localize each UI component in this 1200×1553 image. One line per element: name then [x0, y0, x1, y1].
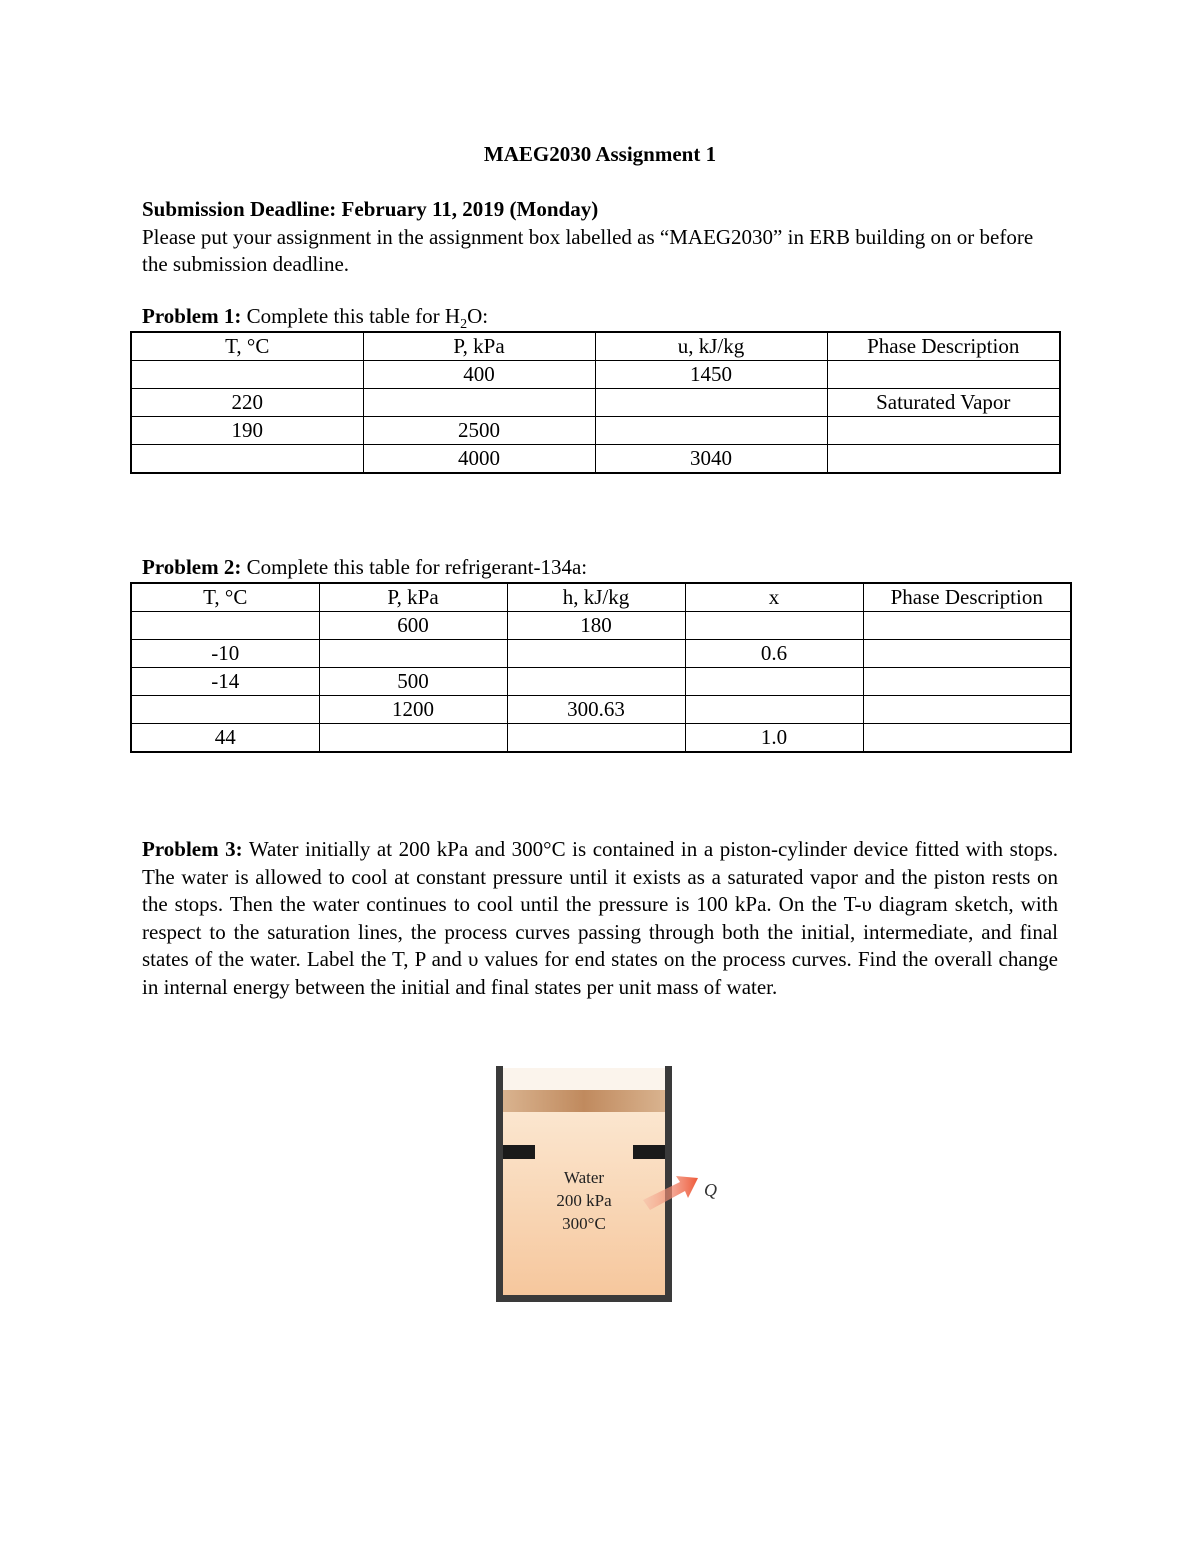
header-cell: u, kJ/kg	[595, 332, 827, 361]
table-cell[interactable]	[507, 640, 685, 668]
table-cell[interactable]: 600	[319, 612, 507, 640]
header-cell: x	[685, 583, 863, 612]
table-cell[interactable]	[595, 389, 827, 417]
table-cell[interactable]: 1.0	[685, 724, 863, 753]
table-row	[131, 612, 1071, 640]
table-cell[interactable]	[863, 640, 1071, 668]
problem2-text: Complete this table for refrigerant-134a:	[241, 555, 588, 579]
table-cell[interactable]	[863, 612, 1071, 640]
table-cell[interactable]: 3040	[595, 445, 827, 474]
table-row	[131, 668, 1071, 696]
table-cell[interactable]	[507, 724, 685, 753]
header-cell: Phase Description	[827, 332, 1060, 361]
piston-cylinder-figure	[480, 1060, 740, 1310]
table-cell[interactable]	[863, 668, 1071, 696]
header-cell: Phase Description	[863, 583, 1071, 612]
header-cell: P, kPa	[319, 583, 507, 612]
table-cell[interactable]: 220	[131, 389, 363, 417]
heat-label: Q	[704, 1180, 717, 1200]
table-cell[interactable]	[363, 389, 595, 417]
table-cell[interactable]: 4000	[363, 445, 595, 474]
table-cell[interactable]: 1200	[319, 696, 507, 724]
cylinder-wall-right	[665, 1066, 672, 1302]
table-cell[interactable]	[685, 612, 863, 640]
table-cell[interactable]: -10	[131, 640, 319, 668]
table-cell[interactable]	[319, 640, 507, 668]
table-cell[interactable]	[507, 668, 685, 696]
problem3-paragraph	[142, 836, 1058, 1002]
stop-right	[633, 1145, 665, 1159]
header-cell: T, °C	[131, 332, 363, 361]
table-cell[interactable]	[827, 417, 1060, 445]
table-cell[interactable]	[827, 361, 1060, 389]
page-title: MAEG2030 Assignment 1	[483, 142, 717, 166]
table-cell[interactable]	[131, 445, 363, 474]
table-cell[interactable]	[863, 696, 1071, 724]
table-row	[131, 445, 1060, 474]
submission-instructions: Please put your assignment in the assignment box labelled as “MAEG2030” in ERB building on or before the submission deadline.	[142, 225, 1034, 276]
table-header-row	[131, 583, 1071, 612]
header-cell: P, kPa	[363, 332, 595, 361]
figure-label-water: Water	[563, 1168, 605, 1187]
header-cell: T, °C	[131, 583, 319, 612]
figure-label-pressure: 200 kPa	[556, 1191, 612, 1210]
table-row	[131, 389, 1060, 417]
table-cell[interactable]: 500	[319, 668, 507, 696]
table-header-row	[131, 332, 1060, 361]
problem2-label: Problem 2:	[142, 555, 242, 579]
problem1-label: Problem 1:	[142, 304, 242, 328]
problem1-table	[130, 331, 1061, 474]
table-cell[interactable]	[595, 417, 827, 445]
problem1-subscript: 2	[460, 317, 468, 333]
table-cell[interactable]	[827, 445, 1060, 474]
problem2-table	[130, 582, 1072, 753]
table-cell[interactable]	[685, 696, 863, 724]
table-row	[131, 361, 1060, 389]
table-row	[131, 724, 1071, 753]
table-cell[interactable]: 0.6	[685, 640, 863, 668]
cylinder-bottom	[496, 1295, 672, 1302]
table-cell[interactable]	[131, 361, 363, 389]
stop-left	[503, 1145, 535, 1159]
header-cell: h, kJ/kg	[507, 583, 685, 612]
table-cell[interactable]: 190	[131, 417, 363, 445]
problem1-text-end: O:	[467, 304, 489, 328]
table-cell[interactable]: 44	[131, 724, 319, 753]
table-row	[131, 417, 1060, 445]
table-cell[interactable]	[685, 668, 863, 696]
problem3-label: Problem 3:	[142, 837, 243, 861]
submission-deadline: Submission Deadline: February 11, 2019 (Monday)	[142, 197, 599, 221]
table-cell[interactable]: 180	[507, 612, 685, 640]
table-cell[interactable]: 2500	[363, 417, 595, 445]
table-row	[131, 696, 1071, 724]
problem3-text: Water initially at 200 kPa and 300°C is contained in a piston-cylinder device fitted with stops. The water is allowed to cool at constant pressure until it exists as a saturated vapor and the piston rests on the stops. Then the water continues to cool until the pressure is 100 kPa. On the T-υ diagram sketch, with respect to the saturation lines, the process curves passing through both the initial, intermediate, and final states of the water. Label the T, P and υ values for end states on the process curves. Find the overall change in internal energy between the initial and final states per unit mass of water.	[142, 837, 1059, 999]
table-cell[interactable]	[863, 724, 1071, 753]
table-cell[interactable]: -14	[131, 668, 319, 696]
cylinder-wall-left	[496, 1066, 503, 1302]
piston	[503, 1090, 665, 1112]
table-cell[interactable]	[319, 724, 507, 753]
table-cell[interactable]	[131, 696, 319, 724]
table-row	[131, 640, 1071, 668]
problem1-text: Complete this table for H	[241, 304, 461, 328]
problem1-heading	[142, 304, 488, 333]
table-cell[interactable]: Saturated Vapor	[827, 389, 1060, 417]
table-cell[interactable]: 1450	[595, 361, 827, 389]
table-cell[interactable]: 400	[363, 361, 595, 389]
table-cell[interactable]	[131, 612, 319, 640]
figure-label-temperature: 300°C	[562, 1214, 606, 1233]
problem2-heading	[142, 555, 587, 580]
table-cell[interactable]: 300.63	[507, 696, 685, 724]
